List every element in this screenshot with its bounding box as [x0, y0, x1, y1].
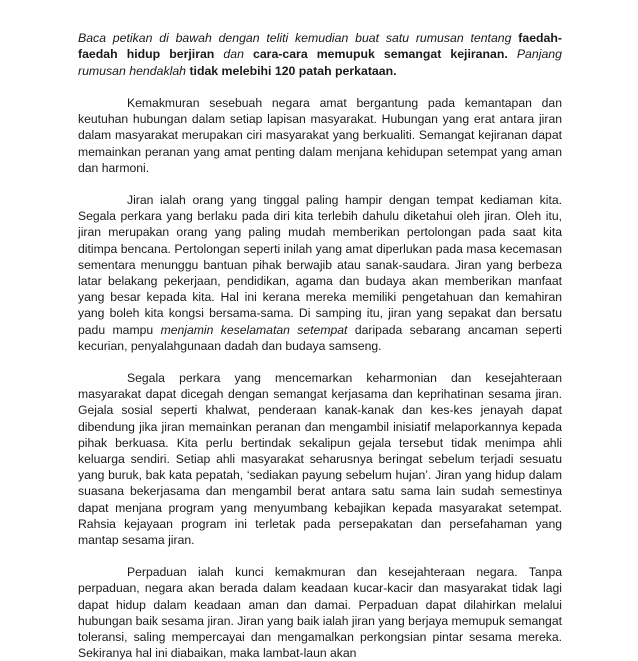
- instruction-bold-2: cara-cara memupuk semangat kejiranan.: [252, 47, 508, 62]
- paragraph-3: Segala perkara yang mencemarkan keharmonian dan kesejahteraan masyarakat dapat dicegah dengan semangat kerjasama dan keprihatinan sesama jiran. Gejala sosial seperti khalwat, penderaan kanak-kanak dan kes-kes jenayah dapat dibendung jika jiran memainkan peranan dan mengambil inisiatif melaporkannya kepada pihak berkuasa. Kita perlu bertindak sekalipun gejala tersebut tidak menimpa ahli keluarga sendiri. Setiap ahli masyarakat seharusnya beringat sebelum terjadi sesuatu yang buruk, bak kata pepatah, ‘sediakan payung sebelum hujan’. Jiran yang hidup dalam suasana bekerjasama dan mengambil berat antara satu sama lain sudah semestinya dapat menjana program yang menyumbang kebajikan kepada masyarakat setempat. Rahsia kejayaan program ini terletak pada persepakatan dan persefahaman yang mantap sesama jiran.: [78, 370, 562, 547]
- document-body: [78, 30, 562, 661]
- paragraph-2: [78, 192, 562, 354]
- paragraph-2-emphasis: menjamin keselamatan setempat: [160, 322, 348, 337]
- instruction-part-2: dan: [223, 47, 244, 62]
- instruction-bold-3: tidak melebihi 120 patah perkataan.: [189, 63, 397, 78]
- paragraph-1: Kemakmuran sesebuah negara amat bergantung pada kemantapan dan keutuhan hubungan dalam setiap lapisan masyarakat. Hubungan yang erat antara jiran dalam masyarakat merupakan ciri masyarakat yang berkualiti. Semangat kejiranan dapat memainkan peranan yang amat penting dalam menjana kehidupan setempat yang aman dan harmoni.: [78, 95, 562, 175]
- paragraph-2-text-b: daripada sebarang ancaman seperti kecurian, penyalahgunaan dadah dan budaya samseng.: [78, 322, 563, 353]
- instruction-text: [78, 30, 562, 79]
- instruction-part-1: Baca petikan di bawah dengan teliti kemudian buat satu rumusan tentang: [78, 31, 512, 45]
- paragraph-4: Perpaduan ialah kunci kemakmuran dan kesejahteraan negara. Tanpa perpaduan, negara akan berada dalam keadaan kucar-kacir dan masyarakat tidak lagi dapat hidup dalam keadaan aman dan damai. Perpaduan dapat dilahirkan melalui hubungan baik sesama jiran. Jiran yang baik ialah jiran yang berjaya memupuk semangat toleransi, saling mempercayai dan mengamalkan perkongsian pintar sesama mereka. Sekiranya hal ini diabaikan, maka lambat-laun akan: [78, 565, 562, 661]
- instruction-part-3: Panjang rumusan hendaklah: [78, 47, 562, 78]
- paragraph-2-text-a: Jiran ialah orang yang tinggal paling hampir dengan tempat kediaman kita. Segala perkara yang berlaku pada diri kita terlebih dahulu diketahui oleh jiran. Oleh itu, jiran merupakan orang yang paling mudah memberikan pertolongan pada saat kita ditimpa bencana. Pertolongan seperti inilah yang amat diperlukan pada masa kecemasan sementara menunggu bantuan pihak berwajib atau sanak-saudara. Jiran yang berbeza latar belakang pekerjaan, pendidikan, agama dan budaya akan memberikan manfaat yang besar kepada kita. Hal ini kerana mereka memiliki pengetahuan dan kemahiran yang boleh kita kongsi bersama-sama. Di samping itu, jiran yang sepakat dan bersatu padu mampu: [78, 192, 562, 337]
- instruction-bold-1: faedah-faedah hidup berjiran: [78, 31, 562, 62]
